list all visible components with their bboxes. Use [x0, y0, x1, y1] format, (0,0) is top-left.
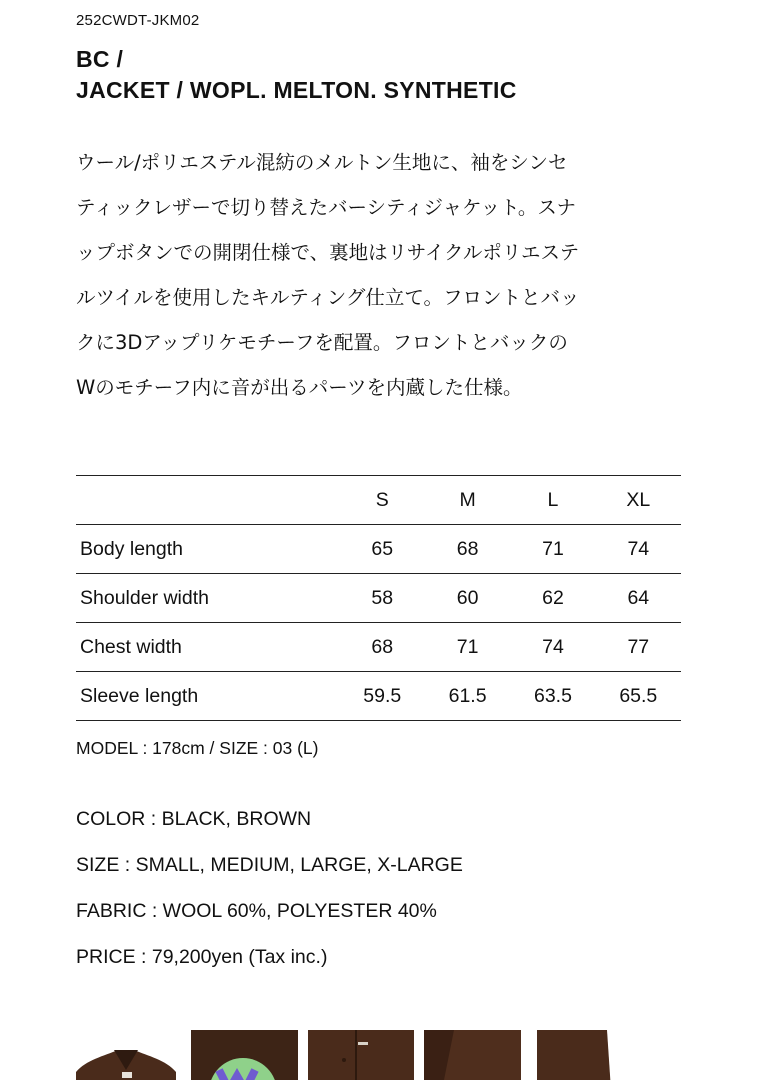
thumbnail-jacket-detail[interactable] [424, 1030, 521, 1080]
description-line: クに3Dアップリケモチーフを配置。フロントとバックの [76, 331, 568, 354]
w-motif-image [191, 1030, 298, 1080]
table-cell: 74 [510, 623, 595, 672]
spec-size: SIZE : SMALL, MEDIUM, LARGE, X-LARGE [76, 854, 463, 876]
thumbnail-jacket-collar[interactable] [76, 1030, 176, 1080]
table-cell: 58 [340, 574, 425, 623]
size-table [76, 475, 681, 721]
product-title-line1: BC / [76, 46, 124, 72]
table-cell: 60 [425, 574, 510, 623]
spec-fabric: FABRIC : WOOL 60%, POLYESTER 40% [76, 900, 437, 922]
thumbnail-jacket-sleeve[interactable] [537, 1030, 758, 1080]
model-note: MODEL : 178cm / SIZE : 03 (L) [76, 738, 319, 758]
table-cell: 68 [425, 525, 510, 574]
table-cell: 65 [340, 525, 425, 574]
table-cell: 74 [596, 525, 681, 574]
spec-color: COLOR : BLACK, BROWN [76, 808, 312, 830]
table-row [76, 623, 681, 672]
row-label-body-length: Body length [76, 525, 340, 574]
row-label-sleeve-length: Sleeve length [76, 672, 340, 721]
table-cell: 63.5 [510, 672, 595, 721]
size-col-m: M [425, 476, 510, 525]
size-col-s: S [340, 476, 425, 525]
table-cell: 62 [510, 574, 595, 623]
description-line: ップボタンでの開閉仕様で、裏地はリサイクルポリエステ [76, 241, 580, 264]
size-col-l: L [510, 476, 595, 525]
size-header-blank [76, 476, 340, 525]
row-label-shoulder-width: Shoulder width [76, 574, 340, 623]
row-label-chest-width: Chest width [76, 623, 340, 672]
spec-list [76, 803, 463, 987]
thumbnail-jacket-front[interactable] [308, 1030, 414, 1080]
table-cell: 64 [596, 574, 681, 623]
size-table-header [76, 476, 681, 525]
size-table-body [76, 525, 681, 721]
table-cell: 77 [596, 623, 681, 672]
table-cell: 59.5 [340, 672, 425, 721]
description-line: ティックレザーで切り替えたバーシティジャケット。スナ [76, 196, 576, 219]
product-title-line2: JACKET / WOPL. MELTON. SYNTHETIC [76, 77, 517, 103]
size-header-row [76, 476, 681, 525]
product-title [76, 44, 517, 106]
description-line: ウール/ポリエステル混紡のメルトン生地に、袖をシンセ [76, 151, 568, 174]
table-row [76, 525, 681, 574]
jacket-sleeve-image [537, 1030, 758, 1080]
table-cell: 71 [425, 623, 510, 672]
description-line: ルツイルを使用したキルティング仕立て。フロントとバッ [76, 286, 580, 309]
thumbnail-jacket-back-motif[interactable] [191, 1030, 298, 1080]
jacket-collar-image [76, 1030, 176, 1080]
table-cell: 71 [510, 525, 595, 574]
table-cell: 68 [340, 623, 425, 672]
thumbnail-strip [76, 1030, 758, 1080]
product-description [76, 140, 696, 410]
description-line: Wのモチーフ内に音が出るパーツを内蔵した仕様。 [76, 376, 523, 399]
jacket-detail-image [424, 1030, 521, 1080]
table-row [76, 574, 681, 623]
spec-price: PRICE : 79,200yen (Tax inc.) [76, 946, 328, 968]
jacket-front-image [308, 1030, 414, 1080]
size-col-xl: XL [596, 476, 681, 525]
table-cell: 65.5 [596, 672, 681, 721]
table-cell: 61.5 [425, 672, 510, 721]
table-row [76, 672, 681, 721]
product-sku: 252CWDT-JKM02 [76, 12, 200, 29]
